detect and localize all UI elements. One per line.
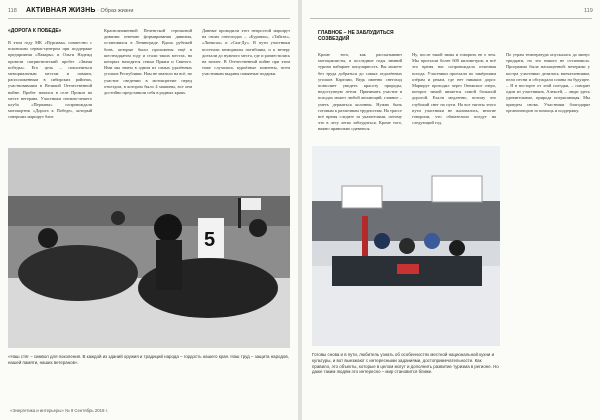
header-rule-right	[310, 18, 592, 19]
article-right-column-1: Кроме того, как рассказывают мотоциклисты, в последние годы зимний туризм набирает популярность. Вы можете без труда добраться до самых отдалённых уголков Карелии, Ведь именно снегоход позволяет увидеть красоту природы, недоступную летом. Принимать участие в походах может любой желающий, главное – уметь держаться колонны. Нужно быть готовым к различным трудностям. На трассе всё время следите за указателями, потому что в лесу легко заблудиться. Кроме того, важно правильно одеваться.	[318, 52, 402, 132]
left-photo-caption: «Наш стяг – символ для поколения. В каждой из зданий оружия и традиций народа – гордость нашего края. Наш труд – защита народов, нашей памяти, наших ветеранов».	[8, 354, 289, 365]
snowmobile-parade-photo	[8, 148, 290, 348]
photo-illustration	[8, 148, 290, 348]
article-heading-right: ГЛАВНОЕ – НЕ ЗАБЛУДИТЬСЯ СОЗВЕЗДИЙ	[318, 30, 394, 42]
article-right-column-2: Ну, после такой зимы и говорить не о чем. Мы проехали более 600 километров, и всё это время нас сопровождала отличная погода. Участники проехали по замёрзшим озёрам и рекам, где нет никаких дорог. Маршрут проходил через Онежское озеро, которое зимой является самой большой дорогой. Ехали медленно, потому что глубокий снег на пути. На все тяготы этого пути участники не жаловались, многие говорили, что обязательно поедут на следующий год.	[412, 52, 496, 126]
article-column-2: Краснознаменной Печенгской стрелковой дивизии отвечаю формирования дивизии, остановился в Ленинграде. Вдоль рубежей боев, которые были проложены ещё в шестнадцатом году и стали таких местах, на которых находятся семьи Пряжи и Святого. Ими мы знаем в одном из самых удалённых уголков Республики. Нам не хватило на всё, но участие сведении в мотокортеже перед отъездом, в котором было 4 машины, все они достойно представили себя в родных краях.	[104, 28, 192, 96]
photo-illustration-right	[312, 146, 500, 346]
section-header: АКТИВНАЯ ЖИЗНЬ · Образ жизни	[26, 7, 134, 14]
right-page-number: 119	[584, 8, 593, 14]
header-rule	[8, 18, 290, 19]
article-right-column-3: По утрам температура опускалась до минус тридцати, но это никого не остановило. Программа была насыщенной: вечерами у костра участники делились впечатлениями, пели песни и обсуждали планы на будущее. – Я в восторге от этой поездки, – говорит один из участников, Алексей, – люди здесь удивительные, природа потрясающая. Мы приедем снова. Участники благодарят организаторов за помощь и поддержку.	[506, 52, 590, 113]
left-page	[0, 0, 298, 420]
article-column-1: В этом году МК «Пурпавы» совместно с псковским сервис-центром при поддержке предприятия «Пакары» и Ольги Надежд провели патриотический пробег «Знамя победы». Его цель – поклониться мемориальным местам и памяти, расположенным в сибирских районах, участвовавшим в Великой Отечественной войне. Пробег начался в селе Прокоп на месте ветерана. Участники снежно-пешего клуба «Перпаны» сопровождали мотокортеж «Дорога к Победе», который совершил маршрут близ	[8, 40, 92, 120]
article-column-3: Данные проводили этот непростой маршрут на своих снегоходах – «Буранах», «Тайгах», «Линксах» и «Ски-Ду». В пути участники посетили мемориалы погибшим, и к вечеру доехали до нужного места, где и разместились на ночлег. В Отечественной войне при этом тоже случались курьёзные моменты, всем участникам выданы памятные подарки.	[202, 28, 290, 77]
right-page	[302, 0, 600, 420]
article-heading: «ДОРОГА К ПОБЕДЕ»	[8, 28, 62, 34]
section-title: АКТИВНАЯ ЖИЗНЬ	[26, 7, 96, 14]
section-subtitle: Образ жизни	[100, 8, 134, 14]
right-photo-caption: Готовы снова и в пути, любитель узнать об особенностях местной национальной кухни и культуры, и вот выезжают с интересными заданиями, достопримечательности. Как правило, это объекты, которые в целом могут и дополнить развитие туризма в регионе. Но даже таким людям это интересно – мир становится ближе.	[312, 352, 499, 375]
svg-text:5: 5	[204, 229, 216, 251]
left-page-number: 118	[8, 8, 17, 14]
magazine-footer: «Энергетика и интерьеры» № 9 Сентябрь 2019 г.	[10, 408, 108, 413]
race-start-photo	[312, 146, 500, 346]
